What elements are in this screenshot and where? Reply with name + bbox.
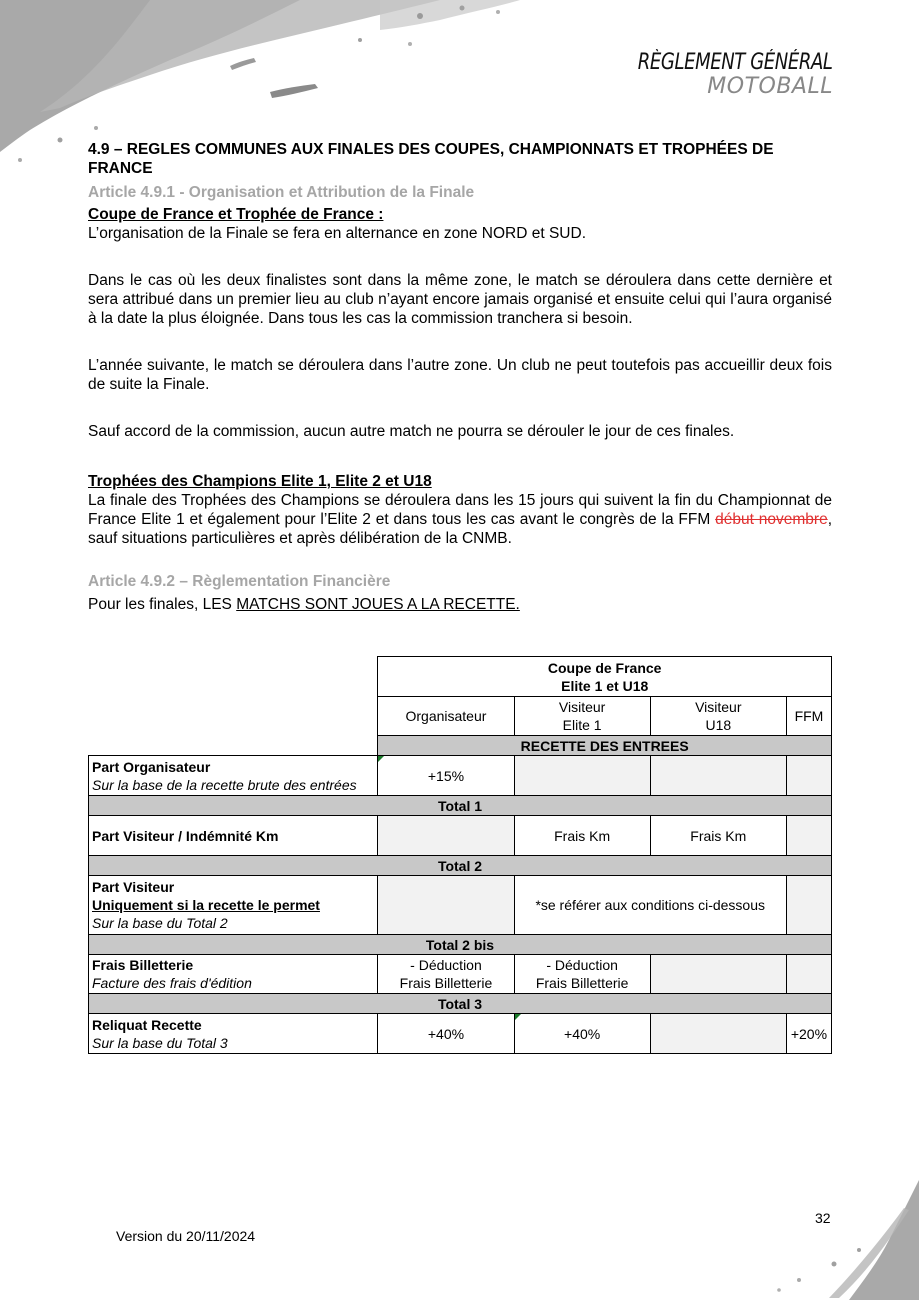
paragraph: Sauf accord de la commission, aucun autre match ne pourra se dérouler le jour de ces finales.	[88, 423, 735, 440]
table-row	[89, 876, 832, 935]
table-cell	[378, 876, 514, 935]
page-number: 32	[815, 1210, 831, 1226]
document-brand	[595, 52, 833, 98]
table-cell	[514, 756, 650, 796]
table-row	[89, 955, 832, 994]
column-header: FFM	[786, 697, 831, 736]
table-cell	[89, 697, 378, 736]
table-cell	[89, 736, 378, 756]
main-content	[88, 140, 832, 614]
table-row	[89, 856, 832, 876]
paragraph: L’organisation de la Finale se fera en alternance en zone NORD et SUD.	[88, 225, 587, 242]
table-cell: Frais Km	[514, 816, 650, 856]
header-title-line: Coupe de France	[547, 659, 662, 676]
header-title-line: Elite 1 et U18	[561, 677, 649, 694]
column-header: Visiteur Elite 1	[514, 697, 650, 736]
table-row	[89, 756, 832, 796]
row-label: Frais Billetterie Facture des frais d'édition	[89, 955, 378, 994]
subtitle-trophees: Trophées des Champions Elite 1, Elite 2 et U18	[88, 473, 432, 490]
paragraph	[88, 595, 832, 614]
section-band: RECETTE DES ENTREES	[378, 736, 832, 756]
column-header: Organisateur	[378, 697, 514, 736]
paragraph: L’année suivante, le match se déroulera dans l’autre zone. Un club ne peut toutefois pas accueillir deux fois de suite la Finale.	[88, 357, 832, 393]
financial-table	[88, 656, 832, 1054]
row-label: Reliquat Recette Sur la base du Total 3	[89, 1014, 378, 1054]
brush-decoration-bottom-right	[739, 1180, 919, 1300]
brand-line2: MOTOBALL	[707, 74, 833, 99]
article-title: Article 4.9.2 – Règlementation Financière	[88, 573, 391, 590]
table-row	[89, 736, 832, 756]
section-title: 4.9 – REGLES COMMUNES AUX FINALES DES COUPES, CHAMPIONNATS ET TROPHÉES DE FRANCE	[88, 141, 774, 177]
text-span: , sauf situations particulières et après délibération de la CNMB.	[88, 511, 832, 547]
version-footer: Version du 20/11/2024	[116, 1228, 256, 1244]
table-row	[89, 1014, 832, 1054]
column-header: Visiteur U18	[650, 697, 786, 736]
article-title: Article 4.9.1 - Organisation et Attribution de la Finale	[88, 184, 475, 201]
table-row	[89, 796, 832, 816]
table-cell: *se référer aux conditions ci-dessous	[514, 876, 786, 935]
table-cell: +20%	[786, 1014, 831, 1054]
total-band: Total 2 bis	[89, 935, 832, 955]
table-cell: - Déduction Frais Billetterie	[378, 955, 514, 994]
paragraph: Dans le cas où les deux finalistes sont dans la même zone, le match se déroulera dans cette dernière et sera attribué dans un premier lieu au club n’ayant encore jamais organisé et ensuite celui qui l’aura organisé à la date la plus éloignée. Dans tous les cas la commission tranchera si besoin.	[88, 272, 832, 327]
table-cell: Frais Km	[650, 816, 786, 856]
total-band: Total 2	[89, 856, 832, 876]
table-header-cell	[378, 657, 832, 697]
table-row	[89, 657, 832, 697]
table-cell	[786, 816, 831, 856]
brand-line1: RÈGLEMENT GÉNÉRAL	[638, 50, 833, 75]
table-cell	[650, 756, 786, 796]
text-span: La finale des Trophées des Champions se déroulera dans les 15 jours qui suivent la fin du Championnat de France Elite 1 et également pour l’Elite 2 et dans tous les cas avant le congrès de la FFM	[88, 492, 832, 528]
table-cell: +40%	[378, 1014, 514, 1054]
row-label: Part Visiteur / Indémnité Km	[89, 816, 378, 856]
table-row	[89, 935, 832, 955]
table-cell	[650, 1014, 786, 1054]
total-band: Total 1	[89, 796, 832, 816]
table-cell: +15%	[378, 756, 514, 796]
table-cell	[786, 876, 831, 935]
table-cell	[786, 756, 831, 796]
table-cell: - Déduction Frais Billetterie	[514, 955, 650, 994]
text-span: Pour les finales, LES	[88, 596, 237, 613]
table-row	[89, 816, 832, 856]
table-row	[89, 697, 832, 736]
underlined-text: MATCHS SONT JOUES A LA RECETTE.	[236, 596, 520, 613]
table-cell	[378, 816, 514, 856]
table-cell	[786, 955, 831, 994]
struck-text: début novembre	[715, 511, 828, 528]
table-row	[89, 994, 832, 1014]
table-cell	[650, 955, 786, 994]
row-label: Part Visiteur Uniquement si la recette le permet Sur la base du Total 2	[89, 876, 378, 935]
total-band: Total 3	[89, 994, 832, 1014]
paragraph	[88, 491, 832, 548]
subtitle-coupe: Coupe de France et Trophée de France :	[88, 206, 384, 223]
table-cell: +40%	[514, 1014, 650, 1054]
row-label: Part Organisateur Sur la base de la recette brute des entrées	[89, 756, 378, 796]
table-cell	[89, 657, 378, 697]
